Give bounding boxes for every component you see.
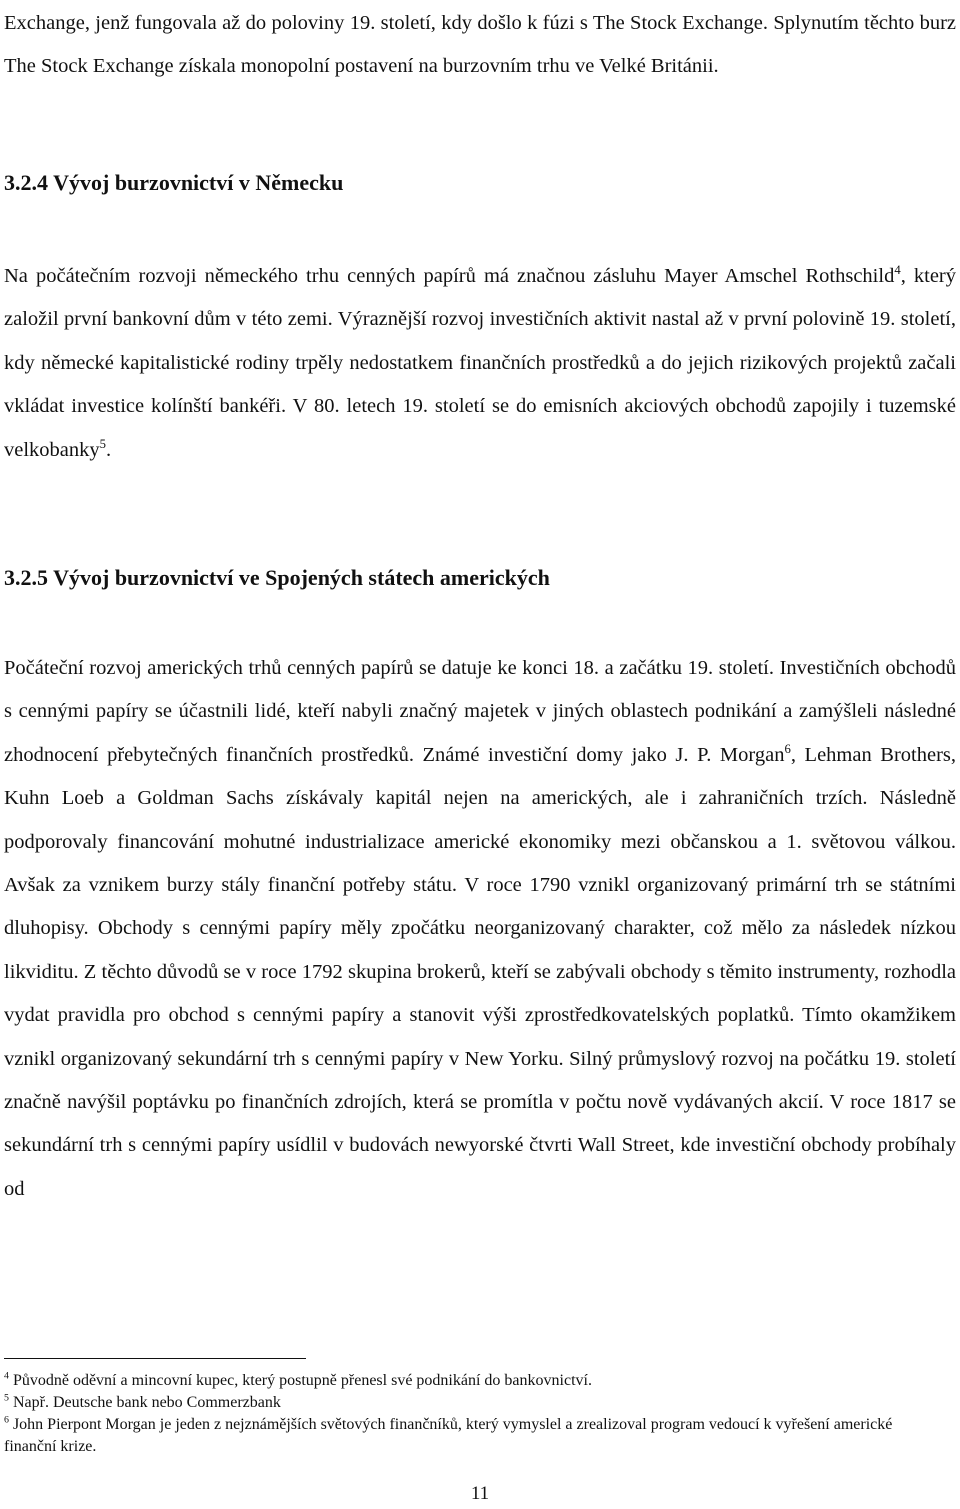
- footnotes: [4, 1370, 944, 1458]
- footnote-4: [4, 1370, 944, 1392]
- footnote-number: 5: [4, 1392, 9, 1404]
- paragraph-text: Počáteční rozvoj amerických trhů cenných papírů se datuje ke konci 18. a začátku 19. století. Investičních obchodů s cennými papíry se účastnili lidé, kteří nabyli značný majetek v jiných oblastech podnikání a zamýšleli následné zhodnocení přebytečných finančních prostředků. Známé investiční domy jako J. P. Morgan: [4, 657, 956, 766]
- footnote-ref-5[interactable]: 5: [99, 436, 107, 451]
- footnote-ref-4[interactable]: 4: [894, 263, 901, 278]
- paragraph-text: .: [106, 438, 112, 461]
- footnote-6: [4, 1414, 944, 1458]
- footnote-ref-6[interactable]: 6: [784, 741, 791, 756]
- paragraph-usa: [4, 647, 956, 1211]
- page-number: 11: [470, 1483, 490, 1504]
- footnote-text: Např. Deutsche bank nebo Commerzbank: [12, 1394, 281, 1411]
- footnote-text: Původně oděvní a mincovní kupec, který postupně přenesl své podnikání do bankovnictví.: [12, 1372, 592, 1389]
- paragraph-germany: [4, 255, 956, 472]
- paragraph-text: , který založil první bankovní dům v této zemi. Výraznější rozvoj investičních aktivit nastal až v první polovině 19. století, kdy německé kapitalistické rodiny trpěly nedostatkem finančních prostředků a do jejich rizikových projektů začali vkládat investice kolínští bankéři. V 80. letech 19. století se do emisních akciových obchodů zapojily i tuzemské velkobanky: [4, 265, 956, 461]
- paragraph-text: Na počátečním rozvoji německého trhu cenných papírů má značnou zásluhu Mayer Amschel Rothschild: [4, 265, 895, 287]
- footnote-text: John Pierpont Morgan je jeden z nejznámějších světových finančníků, který vymyslel a zrealizoval program vedoucí k vyřešení americké finanční krize.: [4, 1416, 893, 1455]
- footnote-5: [4, 1392, 944, 1414]
- footnote-number: 6: [4, 1414, 9, 1426]
- intro-paragraph: Exchange, jenž fungovala až do poloviny 19. století, kdy došlo k fúzi s The Stock Exchange. Splynutím těchto burz The Stock Exchange získala monopolní postavení na burzovním trhu ve Velké Británii.: [4, 12, 956, 77]
- footnote-number: 4: [4, 1370, 9, 1382]
- footnote-divider: [4, 1358, 306, 1359]
- section-heading-usa: 3.2.5 Vývoj burzovnictví ve Spojených státech amerických: [4, 565, 550, 590]
- section-heading-germany: 3.2.4 Vývoj burzovnictví v Německu: [4, 170, 344, 195]
- paragraph-text: , Lehman Brothers, Kuhn Loeb a Goldman Sachs získávaly kapitál nejen na amerických, ale i zahraničních trzích. Následně podporovaly financování mohutné industrializace americké ekonomiky mezi občanskou a 1. světovou válkou. Avšak za vznikem burzy stály finanční potřeby státu. V roce 1790 vznikl organizovaný primární trh se státními dluhopisy. Obchody s cennými papíry měly zpočátku neorganizovaný charakter, což mělo za následek nízkou likviditu. Z těchto důvodů se v roce 1792 skupina brokerů, kteří se zabývali obchody s těmito instrumenty, rozhodla vydat pravidla pro obchod s cennými papíry a stanovit výši zprostředkovatelských poplatků. Tímto okamžikem vznikl organizovaný sekundární trh s cennými papíry v New Yorku. Silný průmyslový rozvoj na počátku 19. století značně navýšil poptávku po finančních zdrojích, která se promítla v počtu nově vydávaných akcií. V roce 1817 se sekundární trh s cennými papíry usídlil v budovách newyorské čtvrti Wall Street, kde investiční obchody probíhaly od: [4, 743, 957, 1200]
